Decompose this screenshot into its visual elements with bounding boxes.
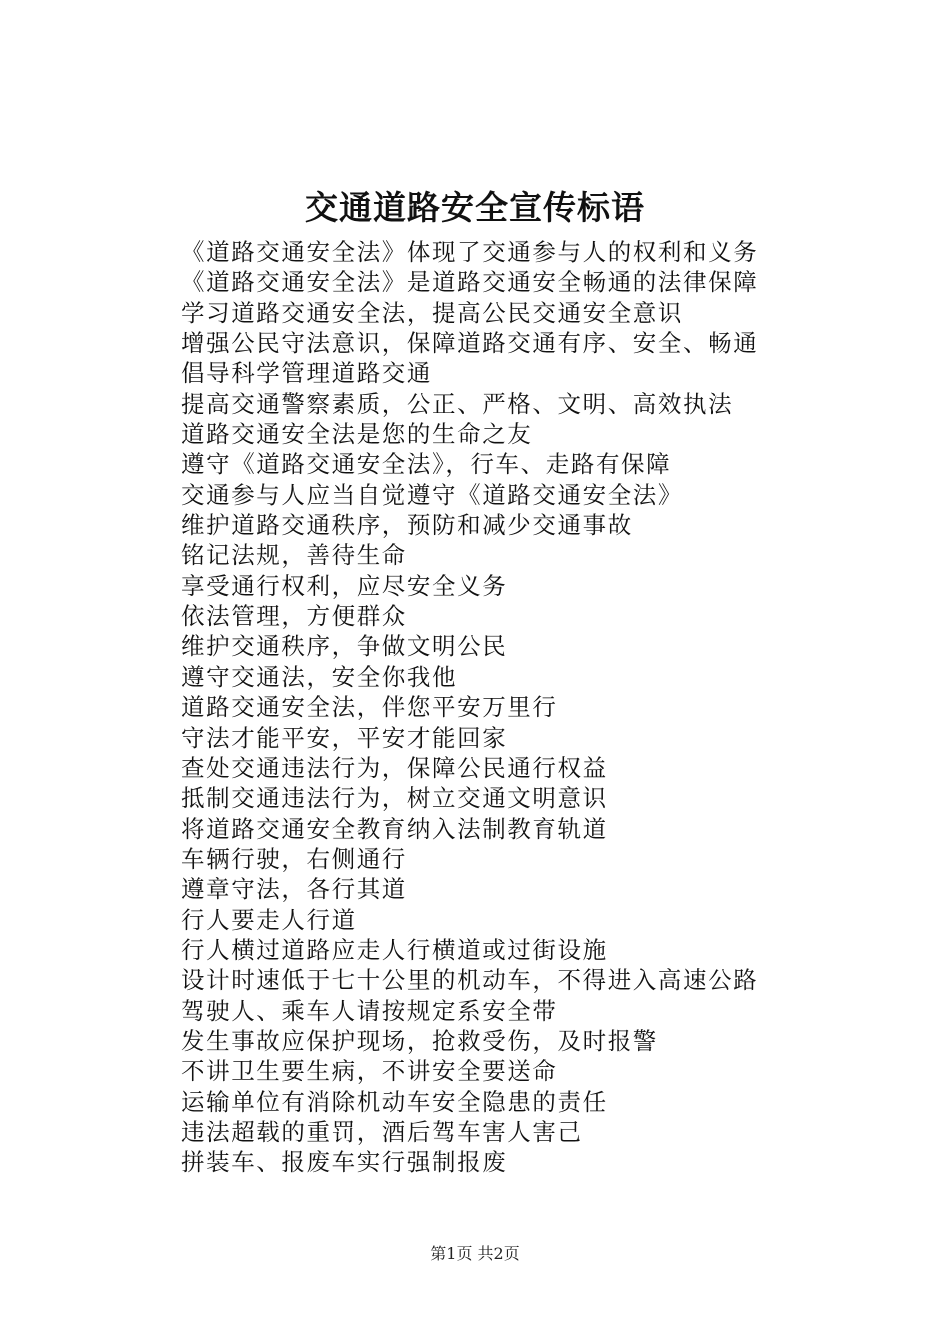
slogan-line: 将道路交通安全教育纳入法制教育轨道 [181,814,608,843]
slogan-line: 发生事故应保护现场，抢救受伤，及时报警 [181,1026,658,1055]
page-number-footer: 第1页 共2页 [430,1244,520,1263]
slogan-line: 增强公民守法意识，保障道路交通有序、安全、畅通 [181,329,759,358]
slogan-line: 不讲卫生要生病，不讲安全要送命 [181,1057,558,1086]
slogan-line: 学习道路交通安全法，提高公民交通安全意识 [181,298,683,327]
slogan-line: 车辆行驶，右侧通行 [181,844,407,873]
slogan-line: 提高交通警察素质，公正、严格、文明、高效执法 [181,389,734,418]
slogan-line: 守法才能平安，平安才能回家 [181,723,508,752]
slogan-line: 维护道路交通秩序，预防和减少交通事故 [181,511,633,540]
slogan-line: 行人要走人行道 [181,905,357,934]
document-title: 交通道路安全宣传标语 [305,188,645,227]
slogan-line: 依法管理，方便群众 [181,602,407,631]
slogan-line: 铭记法规，善待生命 [181,541,407,570]
slogan-list [181,237,781,1178]
slogan-line: 运输单位有消除机动车安全隐患的责任 [181,1087,608,1116]
slogan-line: 维护交通秩序，争做文明公民 [181,632,508,661]
slogan-line: 道路交通安全法是您的生命之友 [181,420,533,449]
slogan-line: 交通参与人应当自觉遵守《道路交通安全法》 [181,480,683,509]
slogan-line: 拼装车、报废车实行强制报废 [181,1148,508,1177]
slogan-line: 违法超载的重罚，酒后驾车害人害己 [181,1117,583,1146]
slogan-line: 设计时速低于七十公里的机动车，不得进入高速公路 [181,966,759,995]
slogan-line: 遵章守法，各行其道 [181,875,407,904]
slogan-line: 享受通行权利，应尽安全义务 [181,571,508,600]
slogan-line: 查处交通违法行为，保障公民通行权益 [181,753,608,782]
slogan-line: 遵守交通法，安全你我他 [181,662,458,691]
slogan-line: 驾驶人、乘车人请按规定系安全带 [181,996,558,1025]
slogan-line: 道路交通安全法，伴您平安万里行 [181,693,558,722]
slogan-line: 遵守《道路交通安全法》，行车、走路有保障 [181,450,672,479]
slogan-line: 行人横过道路应走人行横道或过街设施 [181,935,608,964]
slogan-line: 倡导科学管理道路交通 [181,359,432,388]
slogan-line: 《道路交通安全法》体现了交通参与人的权利和义务 [181,238,759,266]
slogan-line: 《道路交通安全法》是道路交通安全畅通的法律保障 [181,268,759,297]
slogan-line: 抵制交通违法行为，树立交通文明意识 [181,784,608,813]
